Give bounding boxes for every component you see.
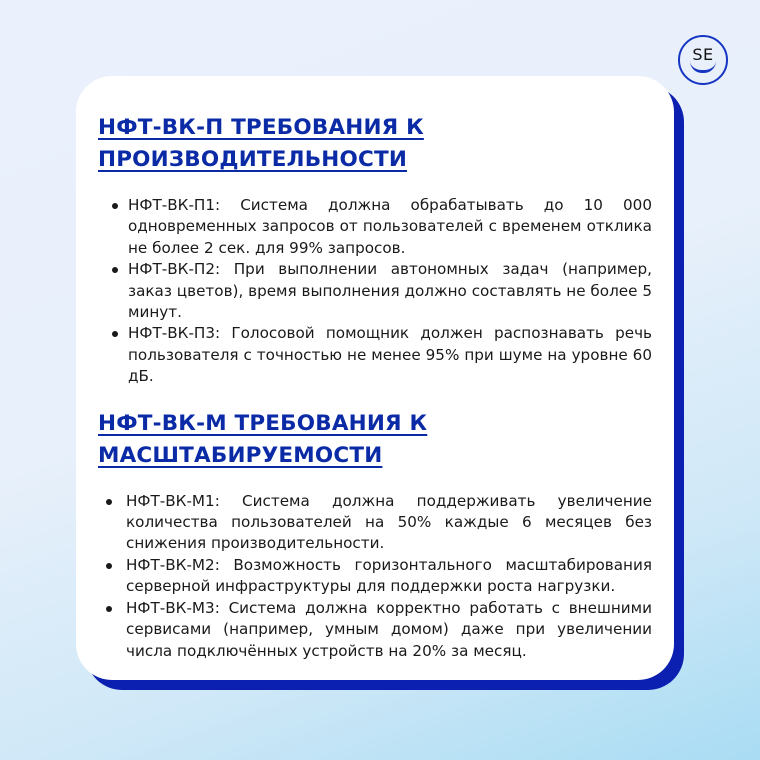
scalability-requirements-section bbox=[98, 408, 652, 662]
performance-requirements-list bbox=[98, 195, 652, 388]
requirement-text: НФТ-ВК-П3: Голосовой помощник должен распознавать речь пользователя с точностью не менее 95% при шуме на уровне 60 дБ. bbox=[128, 324, 652, 386]
section-title-performance: НФТ-ВК-П ТРЕБОВАНИЯ К ПРОИЗВОДИТЕЛЬНОСТИ bbox=[98, 115, 424, 172]
list-item bbox=[98, 598, 652, 662]
requirement-text: НФТ-ВК-П1: Система должна обрабатывать до 10 000 одновременных запросов от пользователей с временем отклика не более 2 сек. для 99% запросов. bbox=[128, 196, 652, 257]
bullet-icon bbox=[112, 331, 118, 337]
bullet-icon bbox=[112, 267, 118, 273]
list-item bbox=[98, 259, 652, 323]
list-item bbox=[98, 195, 652, 259]
se-logo bbox=[678, 35, 728, 85]
list-item bbox=[98, 491, 652, 555]
section-title-scalability: НФТ-ВК-М ТРЕБОВАНИЯ К МАСШТАБИРУЕМОСТИ bbox=[98, 410, 428, 468]
requirement-text: НФТ-ВК-М2: Возможность горизонтального масштабирования серверной инфраструктуры для поддержки роста нагрузки. bbox=[126, 555, 652, 596]
list-item bbox=[98, 555, 652, 598]
content-card bbox=[76, 76, 674, 680]
bullet-icon bbox=[106, 606, 112, 612]
scalability-requirements-list bbox=[98, 491, 652, 662]
requirement-text: НФТ-ВК-М1: Система должна поддерживать увеличение количества пользователей на 50% каждые 6 месяцев без снижения производительности. bbox=[126, 491, 652, 553]
bullet-icon bbox=[112, 203, 118, 209]
list-item bbox=[98, 323, 652, 387]
requirement-text: НФТ-ВК-П2: При выполнении автономных задач (например, заказ цветов), время выполнения должно составлять не более 5 минут. bbox=[128, 260, 652, 322]
performance-requirements-section bbox=[98, 112, 652, 388]
bullet-icon bbox=[106, 563, 112, 569]
bullet-icon bbox=[106, 499, 112, 505]
smile-logo-icon bbox=[690, 61, 716, 73]
requirement-text: НФТ-ВК-М3: Система должна корректно работать с внешними сервисами (например, умным домом) даже при увеличении числа подключённых устройств на 20% за месяц. bbox=[126, 598, 652, 660]
logo-text: SE bbox=[692, 45, 714, 64]
